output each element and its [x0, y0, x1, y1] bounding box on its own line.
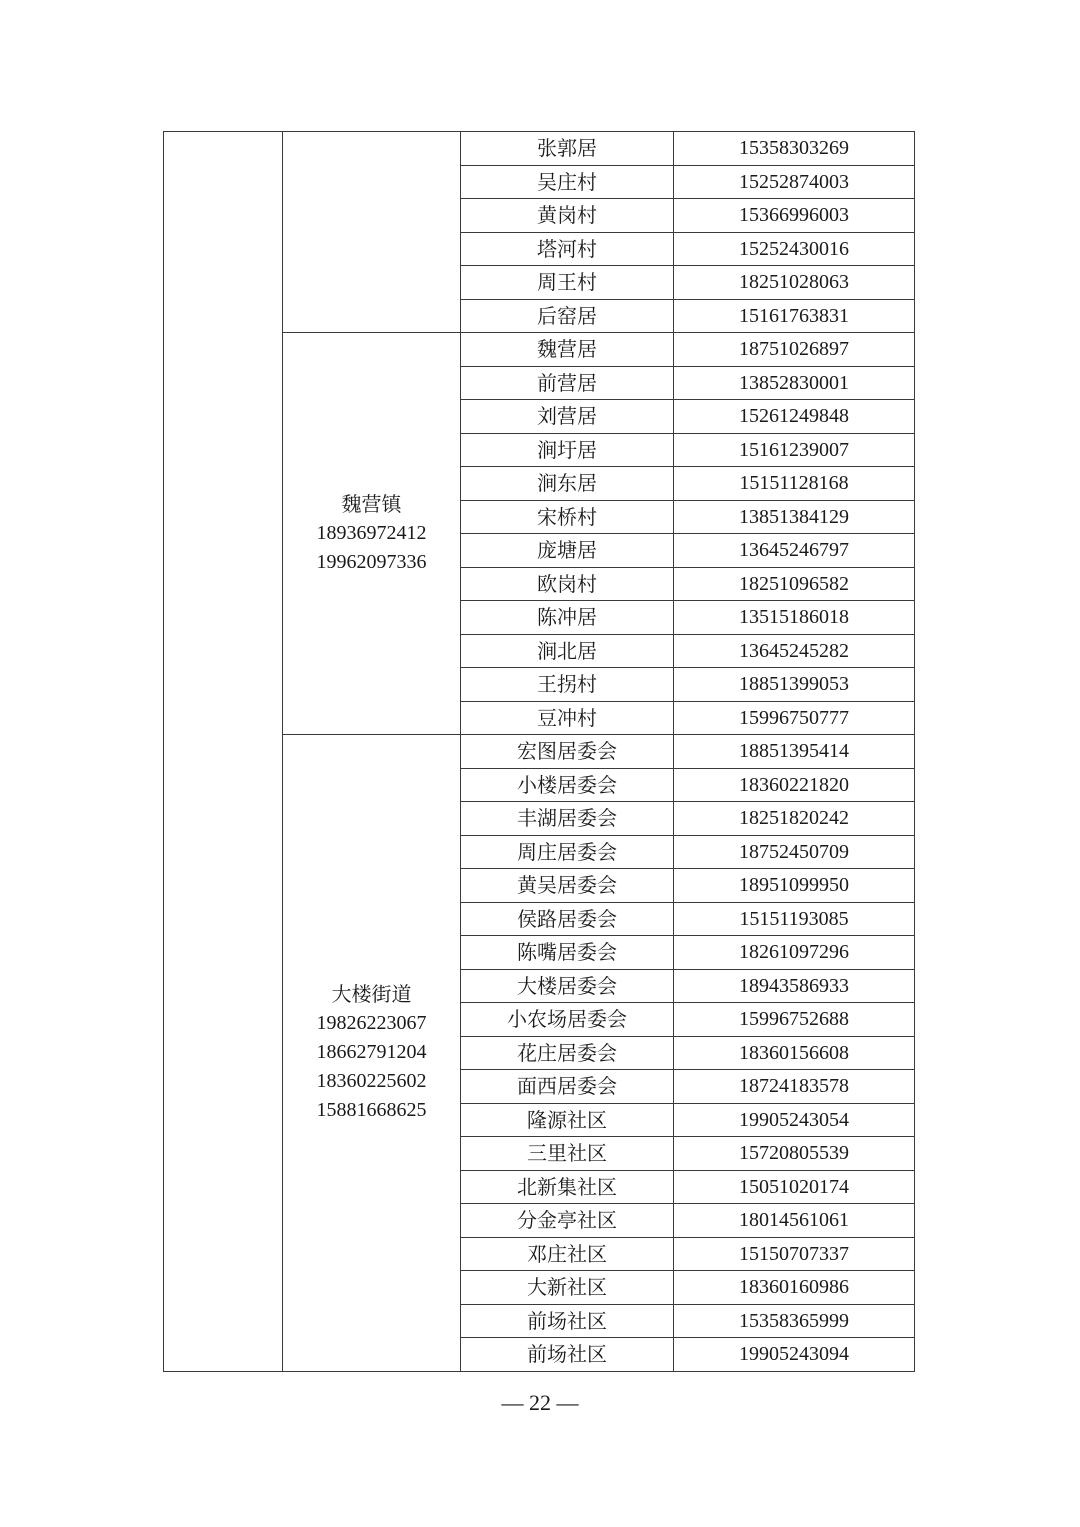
town-phone: 18936972412	[316, 522, 427, 544]
village-phone: 18943586933	[674, 969, 915, 1003]
village-name: 前营居	[461, 366, 674, 400]
village-name: 前场社区	[461, 1338, 674, 1372]
contacts-table	[163, 131, 915, 1372]
village-phone: 18014561061	[674, 1204, 915, 1238]
village-name: 北新集社区	[461, 1170, 674, 1204]
village-name: 宏图居委会	[461, 735, 674, 769]
village-name: 庞塘居	[461, 534, 674, 568]
village-phone: 15252874003	[674, 165, 915, 199]
district-cell	[164, 132, 283, 1372]
village-name: 张郭居	[461, 132, 674, 166]
village-phone: 18261097296	[674, 936, 915, 970]
village-phone: 18360221820	[674, 768, 915, 802]
village-name: 涧东居	[461, 467, 674, 501]
town-info	[317, 490, 427, 577]
town-phone: 15881668625	[316, 1099, 427, 1122]
village-phone: 18251028063	[674, 266, 915, 300]
village-phone: 18360160986	[674, 1271, 915, 1305]
village-name: 后窑居	[461, 299, 674, 333]
village-phone: 15151193085	[674, 902, 915, 936]
village-name: 塔河村	[461, 232, 674, 266]
village-phone: 15358303269	[674, 132, 915, 166]
village-phone: 15996750777	[674, 701, 915, 735]
village-name: 分金亭社区	[461, 1204, 674, 1238]
village-name: 豆冲村	[461, 701, 674, 735]
village-phone: 15051020174	[674, 1170, 915, 1204]
village-phone: 18851395414	[674, 735, 915, 769]
village-phone: 15161763831	[674, 299, 915, 333]
village-name: 刘营居	[461, 400, 674, 434]
village-phone: 13851384129	[674, 500, 915, 534]
village-phone: 18751026897	[674, 333, 915, 367]
town-name: 魏营镇	[341, 492, 402, 516]
village-name: 邓庄社区	[461, 1237, 674, 1271]
village-name: 欧岗村	[461, 567, 674, 601]
village-name: 黄吴居委会	[461, 869, 674, 903]
town-name: 大楼街道	[331, 982, 412, 1007]
village-name: 丰湖居委会	[461, 802, 674, 836]
village-phone: 18851399053	[674, 668, 915, 702]
village-name: 侯路居委会	[461, 902, 674, 936]
village-phone: 15366996003	[674, 199, 915, 233]
village-name: 隆源社区	[461, 1103, 674, 1137]
village-name: 宋桥村	[461, 500, 674, 534]
village-phone: 15996752688	[674, 1003, 915, 1037]
village-phone: 18951099950	[674, 869, 915, 903]
village-phone: 19905243094	[674, 1338, 915, 1372]
village-name: 陈嘴居委会	[461, 936, 674, 970]
town-phone: 19826223067	[316, 1012, 427, 1035]
town-cell-weiying	[283, 333, 461, 735]
village-name: 大楼居委会	[461, 969, 674, 1003]
town-phone: 18662791204	[316, 1041, 427, 1064]
village-phone: 18251096582	[674, 567, 915, 601]
page-number: — 22 —	[501, 1390, 579, 1415]
village-name: 吴庄村	[461, 165, 674, 199]
village-name: 三里社区	[461, 1137, 674, 1171]
village-phone: 15720805539	[674, 1137, 915, 1171]
village-phone: 18251820242	[674, 802, 915, 836]
village-name: 小农场居委会	[461, 1003, 674, 1037]
village-phone: 19905243054	[674, 1103, 915, 1137]
village-phone: 15358365999	[674, 1304, 915, 1338]
village-phone: 13852830001	[674, 366, 915, 400]
village-name: 周庄居委会	[461, 835, 674, 869]
village-phone: 15261249848	[674, 400, 915, 434]
village-phone: 13645245282	[674, 634, 915, 668]
village-name: 王拐村	[461, 668, 674, 702]
village-phone: 15252430016	[674, 232, 915, 266]
village-name: 魏营居	[461, 333, 674, 367]
village-phone: 15161239007	[674, 433, 915, 467]
town-phone: 19962097336	[316, 551, 427, 573]
village-phone: 18752450709	[674, 835, 915, 869]
village-phone: 13515186018	[674, 601, 915, 635]
village-name: 黄岗村	[461, 199, 674, 233]
town-cell-continued	[283, 132, 461, 333]
village-name: 花庄居委会	[461, 1036, 674, 1070]
town-info	[317, 980, 427, 1125]
village-phone: 18724183578	[674, 1070, 915, 1104]
town-phone: 18360225602	[316, 1070, 427, 1093]
village-phone: 18360156608	[674, 1036, 915, 1070]
village-name: 周王村	[461, 266, 674, 300]
table-row	[164, 132, 915, 166]
village-name: 前场社区	[461, 1304, 674, 1338]
village-name: 小楼居委会	[461, 768, 674, 802]
village-name: 涧圩居	[461, 433, 674, 467]
village-name: 大新社区	[461, 1271, 674, 1305]
village-name: 涧北居	[461, 634, 674, 668]
contacts-table-body	[164, 132, 915, 1372]
village-phone: 13645246797	[674, 534, 915, 568]
village-name: 面西居委会	[461, 1070, 674, 1104]
village-phone: 15151128168	[674, 467, 915, 501]
village-phone: 15150707337	[674, 1237, 915, 1271]
town-cell-dalou	[283, 735, 461, 1372]
village-name: 陈冲居	[461, 601, 674, 635]
